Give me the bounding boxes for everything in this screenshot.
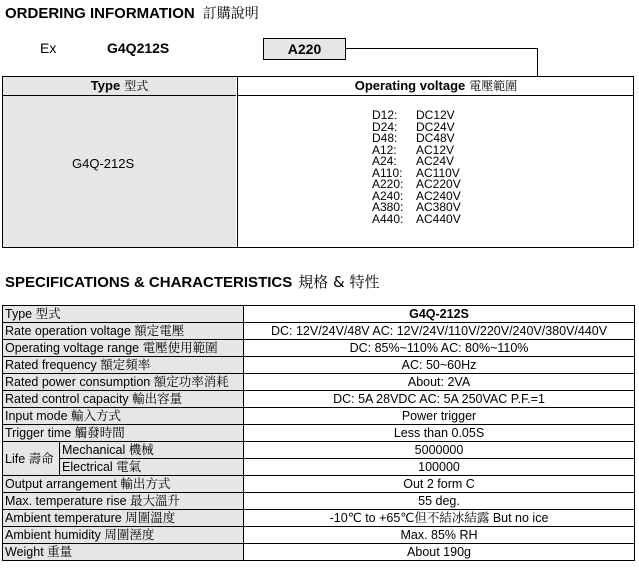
voltage-value: AC440V: [416, 211, 461, 226]
spec-value: Power trigger: [244, 408, 635, 425]
voltage-header-text: Operating voltage: [354, 78, 466, 93]
spec-label: Rated frequency 額定頻率: [3, 357, 244, 374]
spec-label: Operating voltage range 電壓使用範圍: [3, 340, 244, 357]
voltage-header-cjk: 電壓範圍: [469, 79, 518, 93]
spec-label: Max. temperature rise 最大溫升: [3, 493, 244, 510]
example-label: Ex: [40, 40, 57, 56]
voltage-value: DC12V: [416, 108, 455, 122]
spec-label: Weight 重量: [3, 544, 244, 561]
voltage-column-header: [238, 77, 634, 96]
voltage-value: AC110V: [416, 165, 460, 180]
voltage-code: A440:: [372, 211, 404, 226]
table-row: [3, 527, 635, 544]
table-row: [3, 374, 635, 391]
voltage-value: AC220V: [416, 177, 461, 191]
voltage-value: AC240V: [416, 188, 461, 203]
spec-value: Out 2 form C: [244, 476, 635, 493]
spec-value: 55 deg.: [244, 493, 635, 510]
example-model: G4Q212S: [107, 40, 170, 56]
ordering-title-cjk: 訂購說明: [202, 6, 259, 22]
voltage-row: [372, 211, 461, 226]
specs-title: [5, 271, 379, 292]
type-column-body: [3, 96, 236, 247]
spec-value: G4Q-212S: [244, 306, 635, 323]
spec-value: AC: 50~60Hz: [244, 357, 635, 374]
type-header-cjk: 型式: [124, 79, 149, 93]
spec-label: Rate operation voltage 額定電壓: [3, 323, 244, 340]
spec-label: Ambient humidity 周圍溼度: [3, 527, 244, 544]
table-row: [3, 459, 635, 476]
specifications-table: [2, 305, 635, 561]
spec-label: Type 型式: [3, 306, 244, 323]
example-code-box: A220: [263, 38, 346, 60]
spec-label: Rated power consumption 額定功率消耗: [3, 374, 244, 391]
spec-value: 100000: [244, 459, 635, 476]
spec-label: Rated control capacity 輸出容量: [3, 391, 244, 408]
voltage-value: AC380V: [416, 200, 461, 214]
table-row: [3, 493, 635, 510]
spec-value: DC: 85%~110% AC: 80%~110%: [244, 340, 635, 357]
spec-label: Input mode 輸入方式: [3, 408, 244, 425]
ordering-title-text: ORDERING INFORMATION: [5, 5, 195, 22]
table-row: [3, 510, 635, 527]
table-row: [3, 408, 635, 425]
table-row: [3, 340, 635, 357]
voltage-code: A12:: [372, 142, 397, 157]
voltage-code: A110:: [372, 165, 403, 180]
table-row: [3, 442, 635, 459]
life-label: Life 壽命: [3, 442, 60, 476]
table-row: [3, 425, 635, 442]
spec-value: 5000000: [244, 442, 635, 459]
specs-title-cjk: 規格 & 特性: [298, 273, 380, 291]
table-row: [3, 306, 635, 323]
voltage-value: DC48V: [416, 131, 455, 145]
voltage-value: AC12V: [416, 142, 455, 157]
ordering-table-divider: [237, 77, 238, 247]
voltage-code: D12:: [372, 108, 398, 122]
spec-value: About: 2VA: [244, 374, 635, 391]
example-connector-vertical: [537, 48, 538, 76]
spec-value: DC: 5A 28VDC AC: 5A 250VAC P.F.=1: [244, 391, 635, 408]
spec-label: Trigger time 觸發時間: [3, 425, 244, 442]
table-row: [3, 544, 635, 561]
table-row: [3, 323, 635, 340]
example-connector-horizontal: [345, 48, 538, 49]
voltage-code: D48:: [372, 131, 398, 145]
specs-title-text: SPECIFICATIONS & CHARACTERISTICS: [5, 274, 293, 291]
voltage-code: A380:: [372, 200, 404, 214]
spec-value: Max. 85% RH: [244, 527, 635, 544]
spec-label: Electrical 電氣: [60, 459, 244, 476]
spec-label: Mechanical 機械: [60, 442, 244, 459]
spec-value: -10℃ to +65℃但不結冰結露 But no ice: [244, 510, 635, 527]
spec-label: Ambient temperature 周圍溫度: [3, 510, 244, 527]
table-row: [3, 476, 635, 493]
voltage-code: A24:: [372, 154, 397, 168]
type-header-text: Type: [90, 78, 121, 93]
voltage-code: A220:: [372, 177, 404, 191]
voltage-code: D24:: [372, 119, 398, 134]
spec-label: Output arrangement 輸出方式: [3, 476, 244, 493]
voltage-value: AC24V: [416, 154, 455, 168]
ordering-title: [5, 3, 259, 23]
voltage-code: A240:: [372, 188, 404, 203]
table-row: [3, 391, 635, 408]
type-column-header: [3, 77, 236, 96]
ordering-model: G4Q-212S: [72, 156, 135, 171]
spec-value: DC: 12V/24V/48V AC: 12V/24V/110V/220V/240V/380V/440V: [244, 323, 635, 340]
spec-value: About 190g: [244, 544, 635, 561]
table-row: [3, 357, 635, 374]
voltage-value: DC24V: [416, 119, 455, 134]
spec-value: Less than 0.05S: [244, 425, 635, 442]
voltage-list: [372, 110, 461, 225]
